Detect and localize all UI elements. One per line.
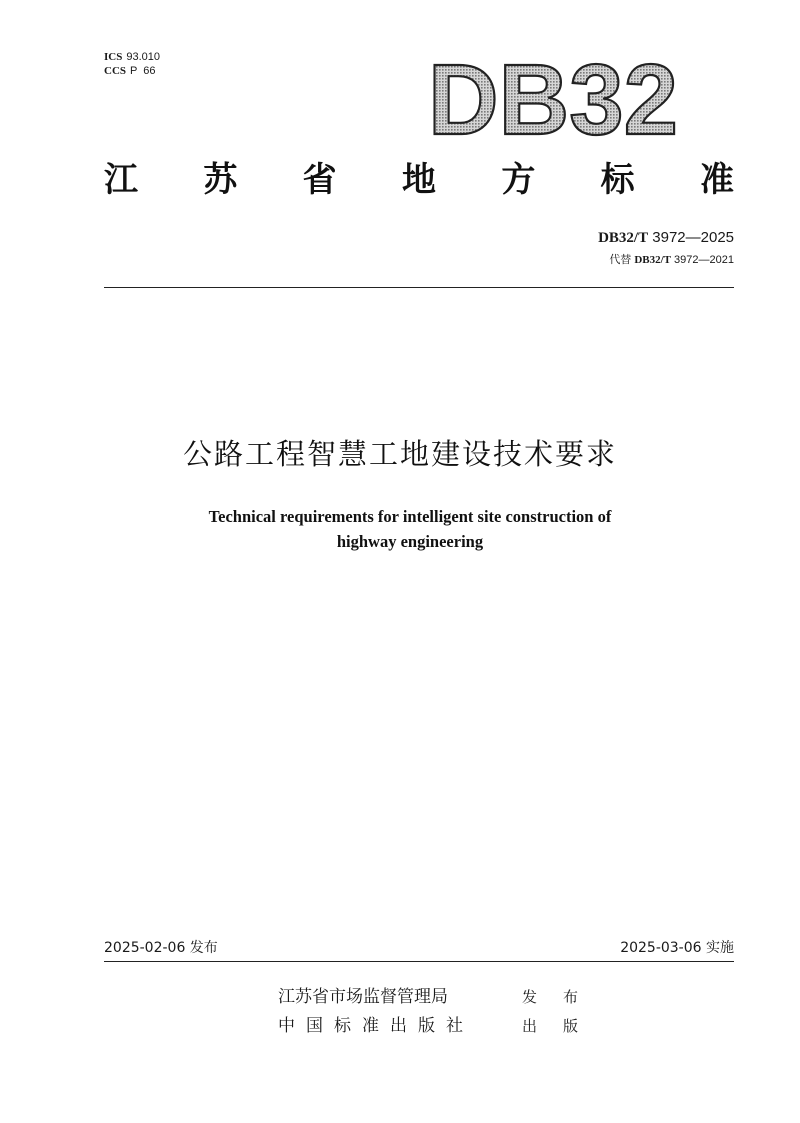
ccs-code: [104, 64, 156, 78]
category-char: 地: [401, 160, 436, 200]
publisher-role-char: 出: [522, 1017, 538, 1035]
category-char: 江: [104, 160, 138, 200]
replaces-label: 代替: [609, 253, 632, 266]
standard-number: [598, 227, 734, 248]
title-english-line: Technical requirements for intelligent site construction of: [208, 507, 612, 526]
standard-number-prefix: DB32/T: [598, 230, 649, 246]
top-divider: [104, 287, 734, 288]
title-chinese: 公路工程智慧工地建设技术要求: [182, 437, 617, 471]
ccs-label: CCS: [104, 65, 127, 77]
publisher-name: 江苏省市场监督管理局: [278, 987, 448, 1007]
replaces-number: 3972—2021: [671, 254, 734, 266]
category-char: 准: [699, 160, 734, 200]
ics-label: ICS: [104, 51, 123, 63]
publisher-role-char: 版: [562, 1017, 578, 1035]
publisher-role: [522, 1014, 578, 1038]
publisher-role-char: 布: [562, 988, 578, 1006]
issue-date: 2025-02-06 发布: [104, 940, 218, 956]
title-english: [100, 504, 720, 554]
publisher-row: [278, 1014, 578, 1038]
title-english-line: highway engineering: [336, 532, 484, 551]
category-char: 标: [600, 160, 635, 200]
category-char: 方: [501, 160, 536, 200]
category-char: 苏: [203, 160, 238, 200]
category-char: 省: [302, 160, 337, 200]
db32-logo: [424, 54, 684, 146]
implementation-date: 2025-03-06 实施: [620, 940, 734, 956]
standard-category: [104, 158, 734, 202]
publisher-row: [278, 985, 578, 1009]
bottom-divider: [104, 961, 734, 962]
ccs-value: P 66: [130, 65, 156, 77]
ics-code: [104, 50, 160, 64]
publisher-role: [522, 985, 578, 1009]
ics-value: 93.010: [126, 51, 160, 63]
replaces-standard: [609, 252, 734, 268]
publisher-name: 中国标准出版社: [278, 1016, 474, 1036]
logo-text: DB32: [428, 54, 678, 146]
replaces-prefix: DB32/T: [634, 254, 671, 266]
standard-number-value: 3972—2025: [648, 229, 734, 246]
publisher-role-char: 发: [522, 988, 538, 1006]
